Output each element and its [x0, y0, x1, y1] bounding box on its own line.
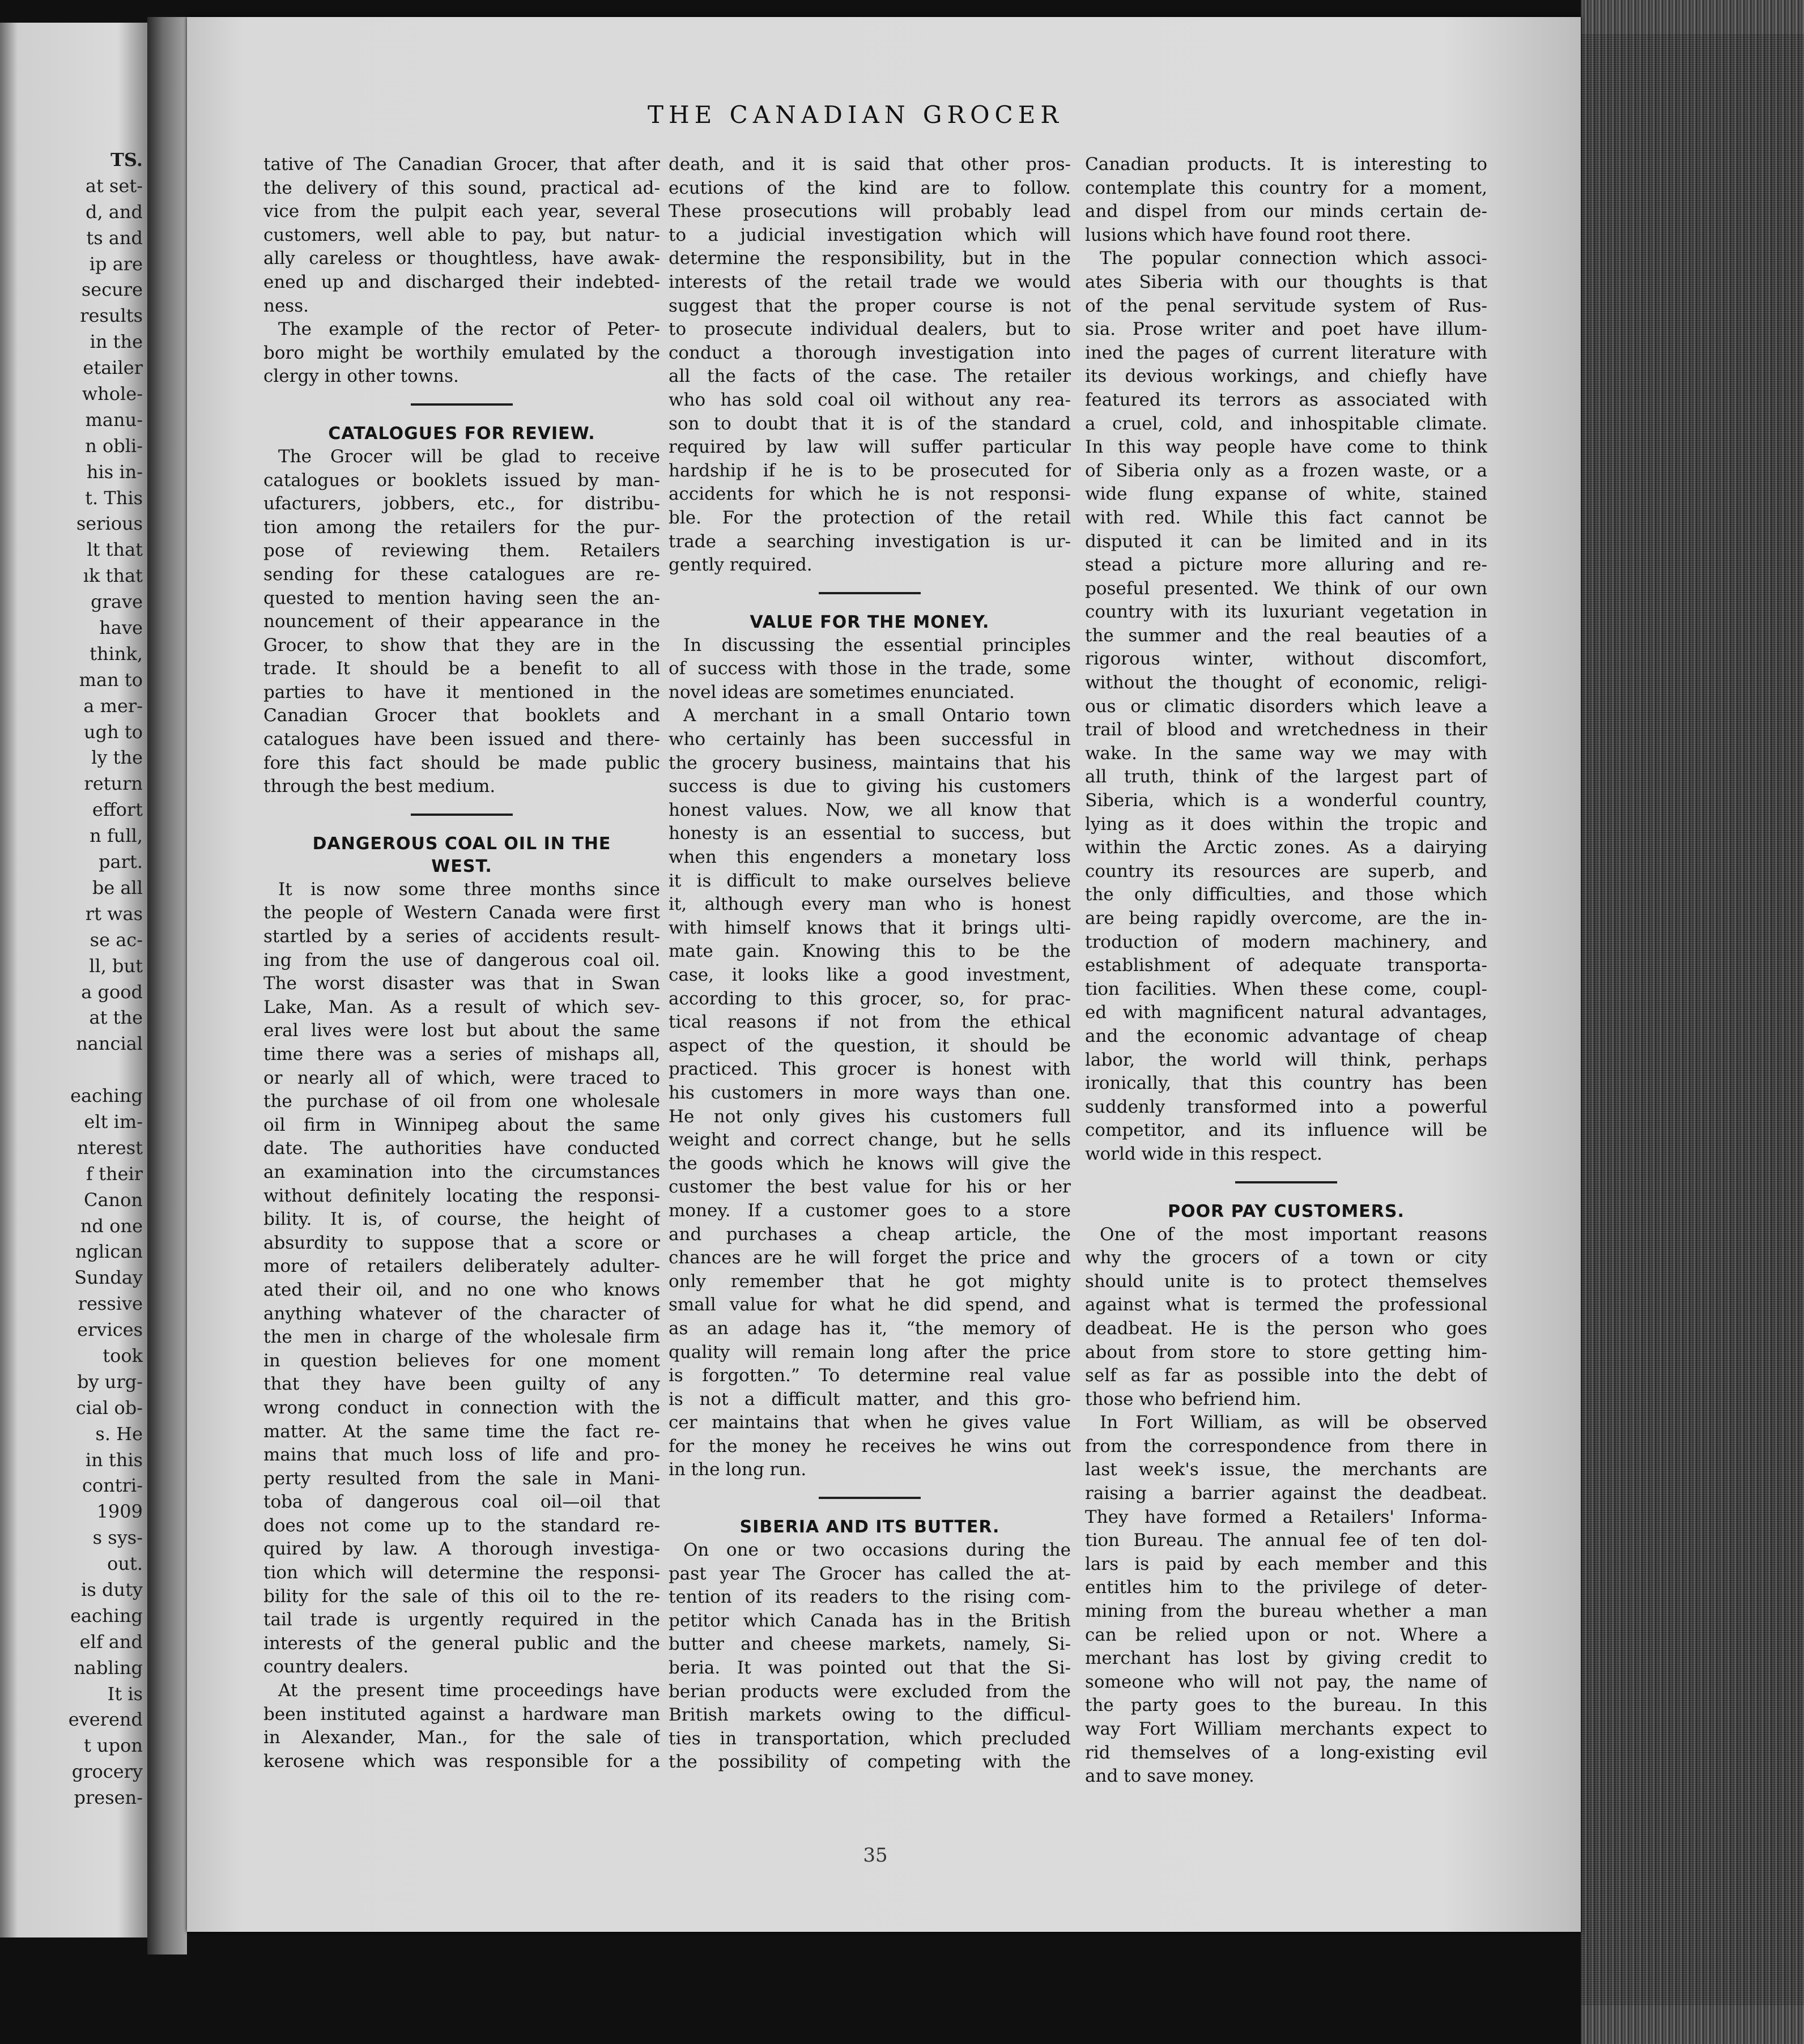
- text-line: way Fort William merchants expect to: [1085, 1719, 1487, 1739]
- section-heading: CATALOGUES FOR REVIEW.: [328, 423, 595, 444]
- text-line: customer the best value for his or her: [669, 1177, 1071, 1198]
- text-line: A merchant in a small Ontario town: [683, 705, 1071, 726]
- left-page-fragment: [0, 1057, 147, 1083]
- left-page-fragment: elt im-: [84, 1110, 143, 1132]
- text-line: ness.: [263, 295, 309, 316]
- left-page-fragment: contri-: [82, 1475, 143, 1497]
- text-line: ufacturers, jobbers, etc., for distribu-: [263, 493, 660, 514]
- left-page-fragment: n obli-: [85, 435, 143, 457]
- left-page-fragment: everend: [68, 1709, 143, 1731]
- section-heading: POOR PAY CUSTOMERS.: [1168, 1201, 1405, 1221]
- left-page-fragment: t upon: [84, 1735, 143, 1757]
- left-page-fragment: ly the: [91, 747, 143, 769]
- text-line: vice from the pulpit each year, several: [263, 201, 660, 222]
- text-line: poseful presented. We think of our own: [1085, 578, 1487, 599]
- text-line: is not a difficult matter, and this gro-: [669, 1389, 1071, 1409]
- text-line: boro might be worthily emulated by the: [263, 342, 660, 363]
- text-line: of the penal servitude system of Rus-: [1085, 295, 1487, 316]
- text-line: trade. It should be a benefit to all: [263, 658, 660, 679]
- text-line: novel ideas are sometimes enunciated.: [669, 682, 1015, 702]
- left-page-fragment: etailer: [83, 357, 143, 379]
- text-line: that they have been guilty of any: [263, 1374, 660, 1395]
- text-line: who has sold coal oil without any rea-: [669, 389, 1071, 410]
- text-line: clergy in other towns.: [263, 366, 459, 387]
- text-line: catalogues or booklets issued by man-: [263, 470, 660, 491]
- left-page-fragment: out.: [107, 1553, 143, 1575]
- text-line: Canadian Grocer that booklets and: [263, 705, 660, 726]
- text-line: money. If a customer goes to a store: [669, 1200, 1071, 1221]
- text-line: son to doubt that it is of the standard: [669, 413, 1071, 434]
- text-line: ally careless or thoughtless, have awak-: [263, 248, 660, 269]
- text-line: merchant has lost by giving credit to: [1085, 1648, 1487, 1669]
- text-line: ened up and discharged their indebted-: [263, 271, 660, 292]
- text-line: hardship if he is to be prosecuted for: [669, 460, 1071, 481]
- text-line: as an adage has it, “the memory of: [669, 1318, 1071, 1339]
- left-page-fragment: Sunday: [74, 1267, 143, 1289]
- text-line: tical reasons if not from the ethical: [669, 1012, 1071, 1033]
- text-column-3: [1085, 153, 1487, 1788]
- text-line: trade a searching investigation is ur-: [669, 531, 1071, 552]
- left-page-fragment: in this: [85, 1449, 143, 1471]
- text-line: world wide in this respect.: [1085, 1143, 1322, 1164]
- text-line: tion which will determine the responsi-: [263, 1562, 660, 1583]
- text-line: wrong conduct in connection with the: [263, 1397, 660, 1418]
- text-line: when this engenders a monetary loss: [669, 847, 1071, 868]
- text-line: success is due to giving his customers: [669, 776, 1071, 797]
- text-line: The popular connection which associ-: [1100, 248, 1487, 269]
- text-line: the grocery business, maintains that his: [669, 752, 1071, 773]
- text-line: entitles him to the privilege of deter-: [1085, 1577, 1487, 1598]
- text-line: self as far as possible into the debt of: [1085, 1365, 1487, 1386]
- text-line: can be relied upon or not. Where a: [1085, 1624, 1487, 1645]
- left-page-fragment: s sys-: [92, 1527, 143, 1549]
- text-line: lusions which have found root there.: [1085, 224, 1411, 245]
- text-line: been instituted against a hardware man: [263, 1704, 660, 1724]
- left-page-fragment: be all: [92, 876, 143, 898]
- text-line: suggest that the proper course is not: [669, 295, 1071, 316]
- text-line: Lake, Man. As a result of which sev-: [263, 997, 660, 1017]
- left-page-fragment: ts and: [86, 227, 143, 249]
- text-line: without definitely locating the responsi-: [263, 1185, 660, 1206]
- text-line: startled by a series of accidents result-: [263, 926, 660, 947]
- left-page-fragment: man to: [79, 668, 143, 691]
- text-line: They have formed a Retailers' Informa-: [1085, 1506, 1487, 1527]
- text-line: its devious workings, and chiefly have: [1085, 366, 1487, 387]
- text-line: stead a picture more alluring and re-: [1085, 555, 1487, 576]
- text-line: in question believes for one moment: [263, 1350, 660, 1371]
- text-line: ties in transportation, which precluded: [669, 1728, 1071, 1749]
- text-line: within the Arctic zones. As a dairying: [1085, 837, 1487, 858]
- section-heading: SIBERIA AND ITS BUTTER.: [739, 1517, 1000, 1538]
- left-page-fragment: TS.: [110, 149, 143, 171]
- text-line: it, although every man who is honest: [669, 894, 1071, 915]
- section-divider: [411, 814, 513, 816]
- text-line: Siberia, which is a wonderful country,: [1085, 790, 1487, 811]
- text-line: At the present time proceedings have: [278, 1680, 660, 1701]
- text-line: are being rapidly overcome, are the in-: [1085, 908, 1487, 929]
- left-page-fragment: by urg-: [77, 1370, 143, 1393]
- left-page-fragment: ll, but: [89, 955, 143, 977]
- text-line: his customers in more ways than one.: [669, 1082, 1071, 1103]
- text-line: quested to mention having seen the an-: [263, 587, 660, 608]
- text-line: ing from the use of dangerous coal oil.: [263, 949, 660, 970]
- text-line: gently required.: [669, 555, 812, 576]
- text-line: the delivery of this sound, practical ad-: [263, 177, 660, 198]
- text-line: case, it looks like a good investment,: [669, 965, 1071, 985]
- text-line: suddenly transformed into a powerful: [1085, 1096, 1487, 1117]
- text-line: honesty is an essential to success, but: [669, 823, 1071, 844]
- text-line: and purchases a cheap article, the: [669, 1224, 1071, 1245]
- text-line: the people of Western Canada were first: [263, 902, 660, 923]
- book-page-edges: [1581, 0, 1804, 2044]
- text-line: One of the most important reasons: [1100, 1224, 1487, 1245]
- text-line: catalogues have been issued and there-: [263, 729, 660, 750]
- text-line: tion Bureau. The annual fee of ten dol-: [1085, 1530, 1487, 1551]
- left-page-fragment: grocery: [71, 1761, 143, 1783]
- book-gutter: [147, 17, 187, 1954]
- text-line: lars is paid by each member and this: [1085, 1553, 1487, 1574]
- text-line: in the long run.: [669, 1459, 807, 1480]
- text-line: against what is termed the professional: [1085, 1294, 1487, 1315]
- text-line: oil firm in Winnipeg about the same: [263, 1114, 660, 1135]
- text-line: the goods which he knows will give the: [669, 1153, 1071, 1174]
- left-page-fragment: effort: [92, 799, 143, 821]
- text-line: from the correspondence from there in: [1085, 1436, 1487, 1457]
- text-line: labor, the world will think, perhaps: [1085, 1049, 1487, 1070]
- text-line: does not come up to the standard re-: [263, 1515, 660, 1536]
- text-line: contemplate this country for a moment,: [1085, 177, 1487, 198]
- text-line: of success with those in the trade, some: [669, 658, 1071, 679]
- text-line: tion facilities. When these come, coupl-: [1085, 978, 1487, 999]
- text-line: in Alexander, Man., for the sale of: [263, 1727, 660, 1748]
- text-line: rigorous winter, without discomfort,: [1085, 649, 1487, 670]
- text-line: without the thought of economic, religi-: [1085, 672, 1487, 693]
- text-line: should unite is to protect themselves: [1085, 1271, 1487, 1292]
- text-line: aspect of the question, it should be: [669, 1035, 1071, 1056]
- left-page-fragment: return: [84, 773, 143, 795]
- text-line: country with its luxuriant vegetation in: [1085, 602, 1487, 623]
- running-header: THE CANADIAN GROCER: [648, 101, 1063, 129]
- left-page-fragment: serious: [76, 513, 143, 535]
- left-page-fragment: manu-: [85, 408, 143, 431]
- text-line: The worst disaster was that in Swan: [263, 973, 660, 994]
- section-heading: VALUE FOR THE MONEY.: [750, 612, 990, 632]
- text-line: ecutions of the kind are to follow.: [669, 177, 1071, 198]
- text-line: bility for the sale of this oil to the re-: [263, 1586, 660, 1607]
- text-line: customers, well able to pay, but natur-: [263, 224, 660, 245]
- left-page-fragment: ip are: [89, 253, 143, 275]
- text-line: ined the pages of current literature with: [1085, 342, 1487, 363]
- section-heading: WEST.: [431, 856, 492, 876]
- text-line: death, and it is said that other pros-: [669, 154, 1071, 174]
- text-line: ated their oil, and no one who knows: [263, 1279, 660, 1300]
- text-line: more of retailers deliberately adulter-: [263, 1256, 660, 1277]
- text-line: the possibility of competing with the: [669, 1752, 1071, 1773]
- text-line: last week's issue, the merchants are: [1085, 1459, 1487, 1480]
- text-line: ble. For the protection of the retail: [669, 507, 1071, 528]
- text-line: tative of The Canadian Grocer, that after: [263, 154, 660, 174]
- text-line: and dispel from our minds certain de-: [1085, 201, 1487, 222]
- left-page-fragment: n full,: [90, 825, 143, 847]
- left-page-fragment: eaching: [70, 1604, 143, 1626]
- text-line: with red. While this fact cannot be: [1085, 507, 1487, 528]
- text-line: wide flung expanse of white, stained: [1085, 484, 1487, 505]
- text-line: quality will remain long after the price: [669, 1342, 1071, 1362]
- left-page-fragment: ugh to: [84, 721, 143, 743]
- left-page-fragment: ressive: [78, 1293, 143, 1315]
- text-line: practiced. This grocer is honest with: [669, 1059, 1071, 1080]
- text-line: interests of the retail trade we would: [669, 271, 1071, 292]
- left-page-fragment: lt that: [87, 539, 143, 561]
- text-line: eral lives were lost but about the same: [263, 1020, 660, 1041]
- text-line: rid themselves of a long-existing evil: [1085, 1742, 1487, 1763]
- left-page-fragment: presen-: [74, 1787, 143, 1809]
- left-page-fragment: took: [103, 1344, 143, 1366]
- left-page-fragment: It is: [107, 1683, 143, 1705]
- section-divider: [819, 1497, 921, 1499]
- text-line: quired by law. A thorough investiga-: [263, 1539, 660, 1560]
- left-page-text-fragments: [0, 147, 147, 1811]
- text-line: through the best medium.: [263, 776, 496, 797]
- left-page-fragment: s. He: [95, 1423, 143, 1445]
- text-line: sia. Prose writer and poet have illum-: [1085, 319, 1487, 340]
- text-line: toba of dangerous coal oil—oil that: [263, 1492, 660, 1513]
- text-line: someone who will not pay, the name of: [1085, 1671, 1487, 1692]
- text-line: those who befriend him.: [1085, 1389, 1301, 1409]
- text-line: who certainly has been successful in: [669, 729, 1071, 750]
- text-line: petitor which Canada has in the British: [669, 1610, 1071, 1631]
- text-line: Canadian products. It is interesting to: [1085, 154, 1487, 174]
- left-page-fragment: whole-: [82, 383, 143, 405]
- text-line: ates Siberia with our thoughts is that: [1085, 271, 1487, 292]
- text-line: He not only gives his customers full: [669, 1106, 1071, 1127]
- text-line: to prosecute individual dealers, but to: [669, 319, 1071, 340]
- left-page-fragment: nd one: [80, 1215, 143, 1237]
- text-line: tention of its readers to the rising com-: [669, 1587, 1071, 1608]
- left-page-fragment: part.: [99, 851, 143, 873]
- text-line: country its resources are superb, and: [1085, 861, 1487, 882]
- text-line: absurdity to suppose that a score or: [263, 1232, 660, 1253]
- text-line: British markets owing to the difficul-: [669, 1705, 1071, 1726]
- left-page-fragment: a mer-: [83, 695, 143, 717]
- text-line: The Grocer will be glad to receive: [278, 446, 660, 467]
- text-line: competitor, and its influence will be: [1085, 1120, 1487, 1141]
- text-line: trail of blood and wretchedness in their: [1085, 719, 1487, 740]
- section-divider: [1235, 1181, 1337, 1183]
- left-page-fragment: nabling: [74, 1657, 143, 1679]
- left-page-fragment: f their: [86, 1162, 143, 1185]
- text-line: ous or climatic disorders which leave a: [1085, 696, 1487, 717]
- text-line: and to save money.: [1085, 1766, 1254, 1787]
- text-line: about from store to store getting him-: [1085, 1342, 1487, 1362]
- left-page-fragment: in the: [90, 331, 143, 353]
- text-line: matter. At the same time the fact re-: [263, 1421, 660, 1442]
- section-divider: [411, 403, 513, 406]
- text-line: or nearly all of which, were traced to: [263, 1067, 660, 1088]
- text-line: the only difficulties, and those which: [1085, 884, 1487, 905]
- text-line: the men in charge of the wholesale firm: [263, 1327, 660, 1348]
- text-line: cer maintains that when he gives value: [669, 1412, 1071, 1433]
- text-line: why the grocers of a town or city: [1085, 1247, 1487, 1268]
- text-line: raising a barrier against the deadbeat.: [1085, 1483, 1487, 1504]
- text-line: the summer and the real beauties of a: [1085, 625, 1487, 646]
- text-line: butter and cheese markets, namely, Si-: [669, 1634, 1071, 1655]
- text-line: weight and correct change, but he sells: [669, 1130, 1071, 1151]
- text-line: These prosecutions will probably lead: [669, 201, 1071, 222]
- text-line: accidents for which he is not responsi-: [669, 484, 1071, 505]
- text-line: according to this grocer, so, for prac-: [669, 988, 1071, 1009]
- section-heading: DANGEROUS COAL OIL IN THE: [312, 833, 611, 854]
- left-page-fragment: nglican: [75, 1241, 143, 1263]
- text-line: establishment of adequate transporta-: [1085, 955, 1487, 976]
- text-line: chances are he will forget the price and: [669, 1247, 1071, 1268]
- text-line: sending for these catalogues are re-: [263, 564, 660, 585]
- text-line: date. The authorities have conducted: [263, 1138, 660, 1159]
- text-line: country dealers.: [263, 1657, 409, 1677]
- left-page-fragment: nancial: [76, 1033, 143, 1055]
- left-page-fragment: nterest: [77, 1136, 143, 1159]
- left-page-fragment: eaching: [70, 1085, 143, 1107]
- left-page-fragment: 1909: [96, 1501, 143, 1523]
- left-page-edge: [0, 23, 147, 1937]
- left-page-fragment: t. This: [85, 487, 143, 509]
- text-line: berian products were excluded from the: [669, 1681, 1071, 1702]
- left-page-fragment: results: [80, 305, 143, 327]
- text-line: past year The Grocer has called the at-: [669, 1563, 1071, 1584]
- section-divider: [819, 592, 921, 594]
- text-line: troduction of modern machinery, and: [1085, 931, 1487, 952]
- text-line: In discussing the essential principles: [683, 635, 1071, 655]
- text-line: ed with magnificent natural advantages,: [1085, 1002, 1487, 1023]
- text-line: In Fort William, as will be observed: [1100, 1412, 1487, 1433]
- left-page-fragment: his in-: [86, 461, 143, 483]
- left-page-fragment: grave: [91, 591, 143, 613]
- left-page-fragment: is duty: [81, 1578, 143, 1600]
- text-line: time there was a series of mishaps all,: [263, 1044, 660, 1064]
- page-number: 35: [863, 1844, 888, 1867]
- text-line: anything whatever of the character of: [263, 1303, 660, 1324]
- text-line: lying as it does within the tropic and: [1085, 814, 1487, 834]
- left-page-fragment: at set-: [85, 174, 143, 197]
- text-line: mains that much loss of life and pro-: [263, 1445, 660, 1466]
- left-page-fragment: have: [99, 617, 143, 639]
- text-column-1: [263, 153, 660, 1773]
- text-line: for the money he receives he wins out: [669, 1436, 1071, 1457]
- text-line: small value for what he did spend, and: [669, 1294, 1071, 1315]
- left-page-fragment: ervices: [77, 1319, 143, 1341]
- text-line: the party goes to the bureau. In this: [1085, 1695, 1487, 1716]
- left-page-fragment: at the: [89, 1007, 143, 1029]
- text-line: is forgotten.” To determine real value: [669, 1365, 1071, 1386]
- text-line: It is now some three months since: [278, 879, 660, 900]
- text-line: mining from the bureau whether a man: [1085, 1601, 1487, 1622]
- text-line: perty resulted from the sale in Mani-: [263, 1468, 660, 1489]
- text-line: interests of the general public and the: [263, 1633, 660, 1654]
- text-line: wake. In the same way we may with: [1085, 743, 1487, 764]
- text-line: Grocer, to show that they are in the: [263, 635, 660, 655]
- text-line: and the economic advantage of cheap: [1085, 1025, 1487, 1046]
- left-page-fragment: rt was: [85, 902, 143, 925]
- left-page-fragment: Canon: [83, 1189, 143, 1211]
- text-line: to a judicial investigation which will: [669, 224, 1071, 245]
- text-line: bility. It is, of course, the height of: [263, 1209, 660, 1230]
- text-line: all truth, think of the largest part of: [1085, 766, 1487, 787]
- text-line: featured its terrors as associated with: [1085, 389, 1487, 410]
- text-line: with himself knows that it brings ulti-: [669, 917, 1071, 938]
- text-line: required by law will suffer particular: [669, 437, 1071, 458]
- text-line: the purchase of oil from one wholesale: [263, 1091, 660, 1112]
- text-line: tion among the retailers for the pur-: [263, 517, 660, 538]
- text-line: all the facts of the case. The retailer: [669, 366, 1071, 387]
- text-line: parties to have it mentioned in the: [263, 682, 660, 702]
- text-line: of Siberia only as a frozen waste, or a: [1085, 460, 1487, 481]
- text-line: conduct a thorough investigation into: [669, 342, 1071, 363]
- left-page-fragment: think,: [90, 642, 143, 665]
- left-page-fragment: secure: [81, 279, 143, 301]
- left-page-fragment: cial ob-: [75, 1396, 143, 1419]
- text-line: fore this fact should be made public: [263, 752, 660, 773]
- text-line: only remember that he got mighty: [669, 1271, 1071, 1292]
- text-column-2: [669, 153, 1071, 1774]
- text-line: a cruel, cold, and inhospitable climate.: [1085, 413, 1487, 434]
- text-line: pose of reviewing them. Retailers: [263, 540, 660, 561]
- text-line: beria. It was pointed out that the Si-: [669, 1658, 1071, 1679]
- left-page-fragment: d, and: [86, 201, 143, 223]
- text-line: nouncement of their appearance in the: [263, 611, 660, 632]
- left-page-fragment: elf and: [79, 1630, 143, 1653]
- text-line: it is difficult to make ourselves believe: [669, 870, 1071, 891]
- text-line: disputed it can be limited and in its: [1085, 531, 1487, 552]
- text-line: deadbeat. He is the person who goes: [1085, 1318, 1487, 1339]
- text-line: honest values. Now, we all know that: [669, 799, 1071, 820]
- text-line: On one or two occasions during the: [683, 1540, 1071, 1561]
- left-page-fragment: a good: [81, 981, 143, 1003]
- text-line: The example of the rector of Peter-: [278, 319, 660, 340]
- text-line: In this way people have come to think: [1085, 437, 1487, 458]
- text-line: an examination into the circumstances: [263, 1161, 660, 1182]
- text-line: mate gain. Knowing this to be the: [669, 941, 1071, 962]
- text-line: tail trade is urgently required in the: [263, 1609, 660, 1630]
- left-page-fragment: ık that: [83, 565, 143, 587]
- left-page-fragment: se ac-: [90, 929, 143, 951]
- text-line: kerosene which was responsible for a: [263, 1751, 660, 1772]
- text-line: ironically, that this country has been: [1085, 1073, 1487, 1094]
- text-line: determine the responsibility, but in the: [669, 248, 1071, 269]
